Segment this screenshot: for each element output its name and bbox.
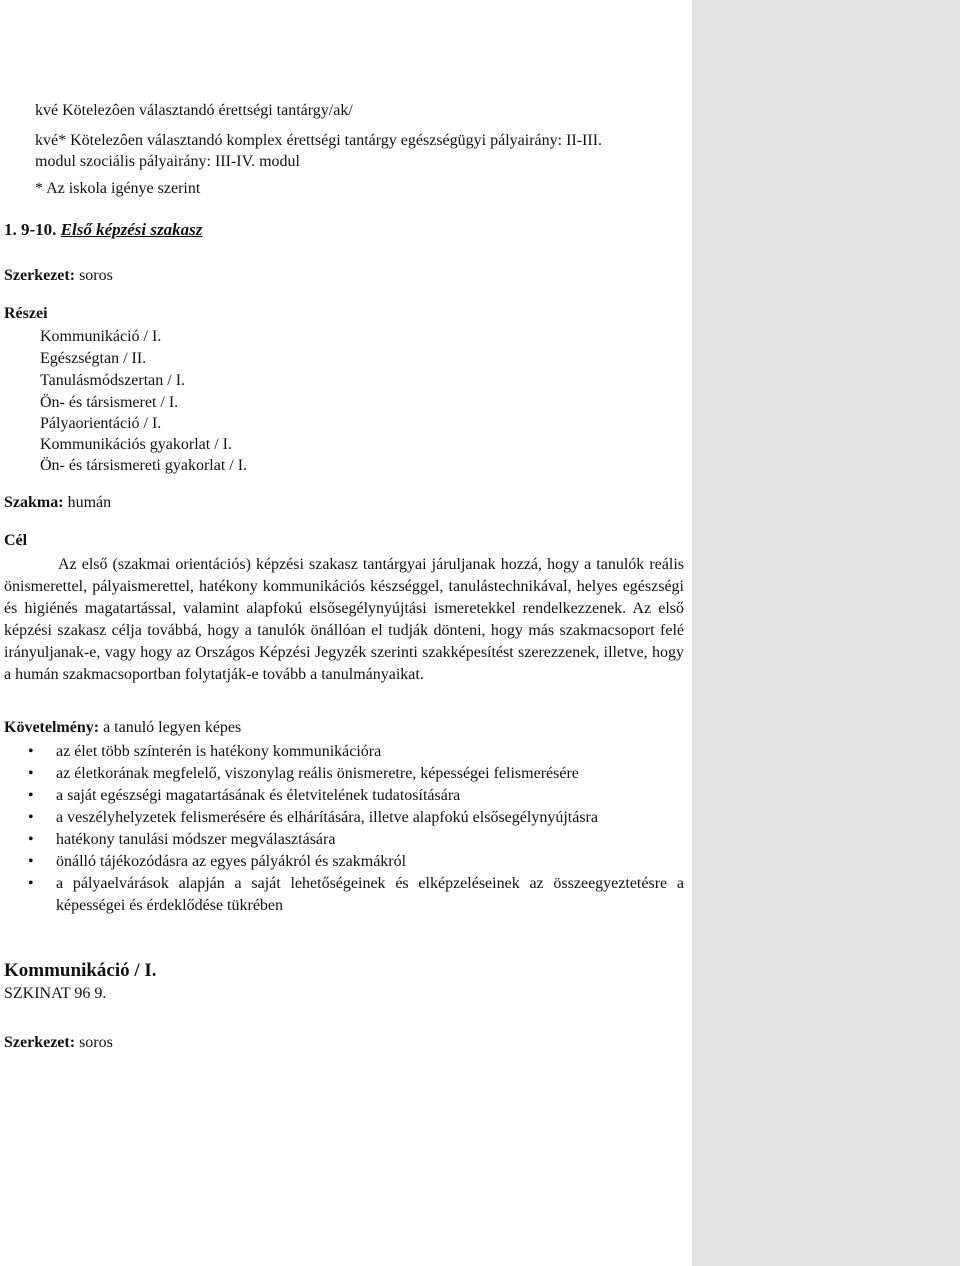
part-item: Ön- és társismereti gyakorlat / I. <box>40 457 248 474</box>
requirement-item: • hatékony tanulási módszer megválasztására <box>0 829 684 851</box>
profession-label: Szakma: <box>4 494 64 511</box>
parts-label: Részei <box>4 305 48 322</box>
requirement-item: • önálló tájékozódásra az egyes pályákról és szakmákról <box>0 851 684 873</box>
requirement-item: • az élet több színterén is hatékony kommunikációra <box>0 741 684 763</box>
part-item: Egészségtan / II. <box>40 350 147 367</box>
requirement-item: • a veszélyhelyzetek felismerésére és elhárítására, illetve alapfokú elsősegélynyújtásra <box>0 807 684 829</box>
note-line: modul szociális pályairány: III-IV. modul <box>35 153 300 170</box>
subject-heading: Kommunikáció / I. <box>4 960 157 981</box>
requirement-item: • a pályaelvárások alapján a saját lehetőségeinek és elképzeléseinek az összeegyeztetésre a képességei és érdeklődése tükrében <box>0 873 684 917</box>
goal-label: Cél <box>4 532 28 549</box>
structure-label: Szerkezet: <box>4 267 76 284</box>
profession-line <box>4 493 111 513</box>
part-item: Ön- és társismeret / I. <box>40 394 179 411</box>
comment-margin-panel <box>692 0 960 1266</box>
requirement-line <box>4 718 241 738</box>
part-item: Kommunikációs gyakorlat / I. <box>40 436 232 453</box>
note-line: * Az iskola igénye szerint <box>35 180 201 197</box>
requirement-label: Követelmény: <box>4 719 100 736</box>
subject-structure-value: soros <box>79 1034 113 1051</box>
part-item: Pályaorientáció / I. <box>40 415 162 432</box>
requirement-item: • a saját egészségi magatartásának és életvitelének tudatosítására <box>0 785 684 807</box>
subject-structure-label: Szerkezet: <box>4 1034 76 1051</box>
structure-value: soros <box>79 267 113 284</box>
note-line: kvé* Kötelezôen választandó komplex érettségi tantárgy egészségügyi pályairány: II-III. <box>35 132 603 149</box>
requirement-list <box>0 741 684 917</box>
structure-line <box>4 266 113 286</box>
part-item: Tanulásmódszertan / I. <box>40 372 186 389</box>
part-item: Kommunikáció / I. <box>40 328 162 345</box>
section-number: 1. 9-10. <box>4 220 57 239</box>
goal-text: Az első (szakmai orientációs) képzési szakasz tantárgyai járuljanak hozzá, hogy a tanulók reális önismerettel, pályaismerettel, hatékony kommunikációs készséggel, tanulástechnikával, helyes egészségi és higiénés magatartással, valamint alapfokú elsősegélynyújtási ismeretekkel rendelkezzenek. Az első képzési szakasz célja továbbá, hogy a tanulók önállóan el tudják dönteni, hogy más szakmacsoport felé irányuljanak-e, vagy hogy az Országos Képzési Jegyzék szerinti szakképesítést szerezzenek, illetve, hogy a humán szakmacsoportban folytatják-e tovább a tanulmányaikat. <box>4 556 684 683</box>
section-heading <box>4 220 202 240</box>
requirement-item: • az életkorának megfelelő, viszonylag reális önismeretre, képességei felismerésére <box>0 763 684 785</box>
subject-code: SZKINAT 96 9. <box>4 985 107 1002</box>
section-title: Első képzési szakasz <box>60 220 203 239</box>
requirement-value: a tanuló legyen képes <box>103 719 242 736</box>
subject-structure-line <box>4 1033 113 1053</box>
goal-paragraph <box>4 554 684 686</box>
note-line: kvé Kötelezôen választandó érettségi tantárgy/ak/ <box>35 102 353 119</box>
profession-value: humán <box>67 494 112 511</box>
